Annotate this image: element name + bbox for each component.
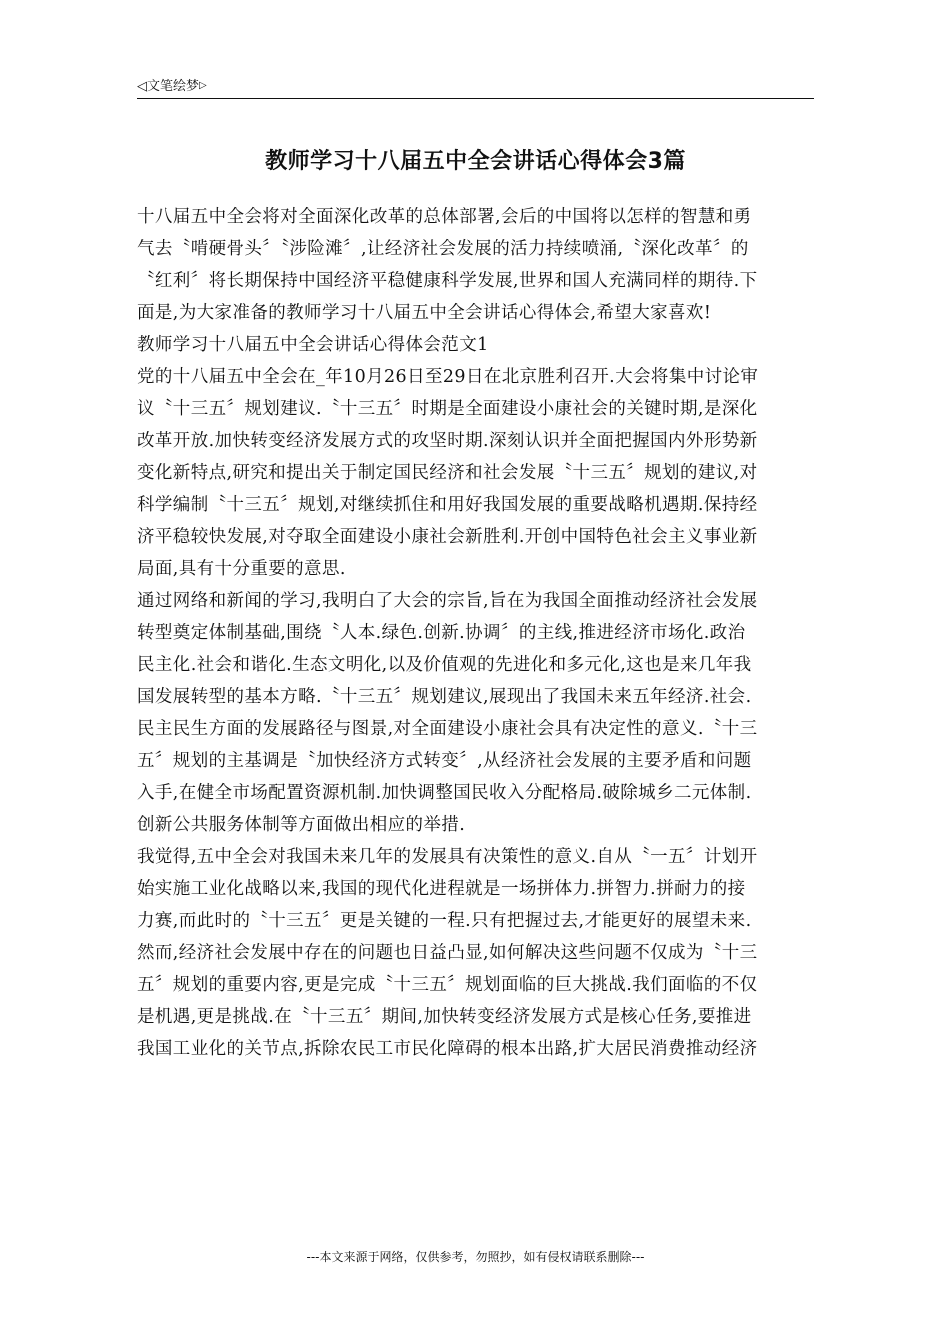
- text-line: 改革开放.加快转变经济发展方式的攻坚时期.深刻认识并全面把握国内外形势新: [137, 431, 758, 451]
- header-divider: [137, 98, 814, 99]
- footer-disclaimer: ---本文来源于网络，仅供参考，勿照抄，如有侵权请联系删除---: [306, 1250, 645, 1264]
- header-label: [137, 76, 814, 96]
- text-line: 国发展转型的基本方略.〝十三五〞规划建议,展现出了我国未来五年经济.社会.: [137, 687, 752, 707]
- text-line: 民主民生方面的发展路径与图景,对全面建设小康社会具有决定性的意义.〝十三: [137, 719, 758, 739]
- text-line: 五〞规划的重要内容,更是完成〝十三五〞规划面临的巨大挑战.我们面临的不仅: [137, 975, 758, 995]
- text-line: 通过网络和新闻的学习,我明白了大会的宗旨,旨在为我国全面推动经济社会发展: [137, 591, 758, 611]
- left-triangle-icon: ◁: [137, 79, 147, 94]
- text-line: 〝红利〞将长期保持中国经济平稳健康科学发展,世界和国人充满同样的期待.下: [137, 271, 758, 291]
- text-line: 转型奠定体制基础,围绕〝人本.绿色.创新.协调〞的主线,推进经济市场化.政治: [137, 623, 746, 643]
- document-body: [137, 201, 814, 1065]
- right-triangle-icon: ▷: [199, 80, 207, 91]
- header-text: 文笔绘梦: [147, 79, 200, 94]
- text-line: 科学编制〝十三五〞规划,对继续抓住和用好我国发展的重要战略机遇期.保持经: [137, 495, 758, 515]
- text-line: 五〞规划的主基调是〝加快经济方式转变〞,从经济社会发展的主要矛盾和问题: [137, 751, 752, 771]
- text-line: 力赛,而此时的〝十三五〞更是关键的一程.只有把握过去,才能更好的展望未来.: [137, 911, 752, 931]
- section-heading: 教师学习十八届五中全会讲话心得体会范文1: [137, 335, 489, 355]
- text-line: 我国工业化的关节点,拆除农民工市民化障碍的根本出路,扩大居民消费推动经济: [137, 1039, 758, 1059]
- text-line: 然而,经济社会发展中存在的问题也日益凸显,如何解决这些问题不仅成为〝十三: [137, 943, 758, 963]
- text-line: 是机遇,更是挑战.在〝十三五〞期间,加快转变经济发展方式是核心任务,要推进: [137, 1007, 752, 1027]
- text-line: 气去〝啃硬骨头〞〝涉险滩〞,让经济社会发展的活力持续喷涌,〝深化改革〞的: [137, 239, 749, 259]
- text-line: 面是,为大家准备的教师学习十八届五中全会讲话心得体会,希望大家喜欢!: [137, 303, 712, 323]
- text-line: 十八届五中全会将对全面深化改革的总体部署,会后的中国将以怎样的智慧和勇: [137, 207, 752, 227]
- text-line: 局面,具有十分重要的意思.: [137, 559, 346, 579]
- text-line: 入手,在健全市场配置资源机制.加快调整国民收入分配格局.破除城乡二元体制.: [137, 783, 752, 803]
- page-title: 教师学习十八届五中全会讲话心得体会3篇: [265, 149, 686, 174]
- text-line: 创新公共服务体制等方面做出相应的举措.: [137, 815, 466, 835]
- text-line: 我觉得,五中全会对我国未来几年的发展具有决策性的意义.自从〝一五〞计划开: [137, 847, 758, 867]
- text-line: 变化新特点,研究和提出关于制定国民经济和社会发展〝十三五〞规划的建议,对: [137, 463, 758, 483]
- text-line: 民主化.社会和谐化.生态文明化,以及价值观的先进化和多元化,这也是来几年我: [137, 655, 752, 675]
- text-line: 始实施工业化战略以来,我国的现代化进程就是一场拼体力.拼智力.拼耐力的接: [137, 879, 746, 899]
- text-line: 济平稳较快发展,对夺取全面建设小康社会新胜利.开创中国特色社会主义事业新: [137, 527, 758, 547]
- text-line: 议〝十三五〞规划建议.〝十三五〞时期是全面建设小康社会的关键时期,是深化: [137, 399, 758, 419]
- text-line: 党的十八届五中全会在_年10月26日至29日在北京胜利召开.大会将集中讨论审: [137, 367, 759, 387]
